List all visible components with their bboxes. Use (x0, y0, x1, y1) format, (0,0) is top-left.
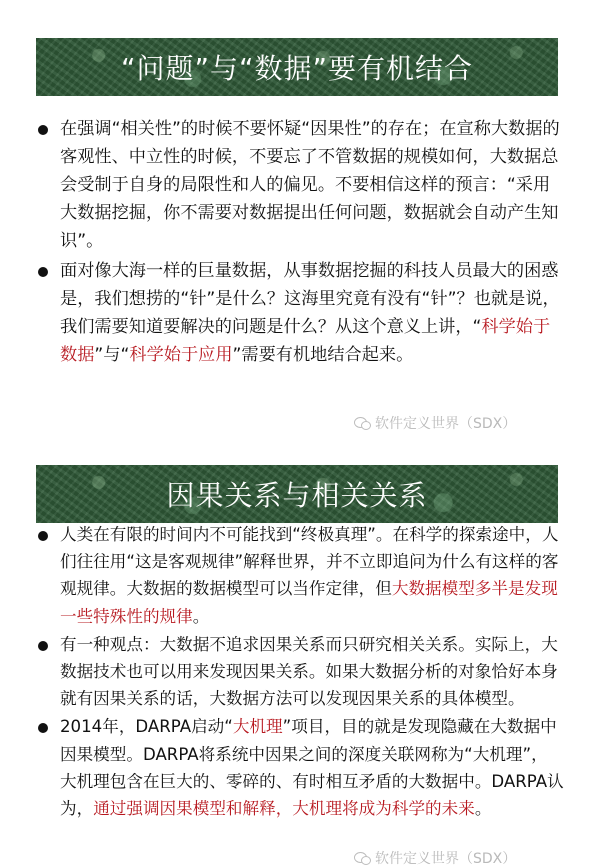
bullet-dot-icon (38, 531, 48, 541)
emphasis-text: 通过强调因果模型和解释，大机理将成为科学的未来 (93, 799, 475, 819)
bullet-text (60, 631, 564, 713)
body-text: 2014年，DARPA启动“ (60, 717, 233, 737)
watermark-text: 软件定义世界（SDX） (375, 851, 517, 867)
section1-banner (36, 38, 558, 96)
bullet-item (34, 521, 564, 630)
watermark-2 (354, 848, 516, 868)
emphasis-text: 大机理 (232, 717, 283, 737)
body-text: ”与“ (94, 345, 130, 365)
section1-body (34, 115, 564, 369)
wechat-icon (354, 852, 370, 864)
bullet-dot-icon (38, 125, 48, 135)
body-text: 有一种观点：大数据不追求因果关系而只研究相关关系。实际上，大数据技术也可以用来发现因果关系。如果大数据分析的对象恰好本身就有因果关系的话，大数据方法可以发现因果关系的具体模型。 (60, 634, 558, 709)
section2-body (34, 521, 564, 822)
bullet-item (34, 115, 564, 255)
body-text: 人类在有限的时间内不可能找到“终极真理”。在科学的探索途中，人们往往用“这是客观规律”解释世界，并不立即追问为什么有这样的客观规律。大数据的数据模型可以当作定律，但 (60, 525, 559, 599)
emphasis-text: 大数据模型多半是发现一些特殊性的规律 (60, 579, 558, 626)
bullet-text (60, 521, 564, 630)
body-text: 在强调“相关性”的时候不要怀疑“因果性”的存在；在宣称大数据的客观性、中立性的时候，不要忘了不管数据的规模如何，大数据总会受制于自身的局限性和人的偏见。不要相信这样的预言：“采用大数据挖掘，你不需要对数据提出任何问题，数据就会自动产生知识”。 (60, 119, 560, 251)
section1-title: “问题”与“数据”要有机结合 (120, 52, 474, 85)
body-text: 。 (474, 799, 492, 819)
bullet-item (34, 257, 564, 369)
body-text: 面对像大海一样的巨量数据，从事数据挖掘的科技人员最大的困惑是，我们想捞的“针”是什么？这海里究竟有没有“针”？也就是说，我们需要知道要解决的问题是什么？从这个意义上讲，“ (60, 261, 560, 337)
section2-title: 因果关系与相关关系 (166, 479, 428, 512)
emphasis-text: 科学始于应用 (129, 345, 233, 365)
bullet-text (60, 713, 564, 822)
body-text: 。 (192, 606, 210, 626)
bullet-text (60, 257, 564, 369)
bullet-dot-icon (38, 267, 48, 277)
emphasis-text: 科学始于数据 (60, 317, 551, 365)
section2-banner (36, 465, 558, 523)
bullet-dot-icon (38, 723, 48, 733)
bullet-item (34, 713, 564, 822)
bullet-dot-icon (38, 641, 48, 651)
bullet-text (60, 115, 564, 255)
body-text: ”项目，目的就是发现隐藏在大数据中因果模型。DARPA将系统中因果之间的深度关联网称为“大机理”，大机理包含在巨大的、零碎的、有时相互矛盾的大数据中。DARPA认为， (60, 717, 564, 819)
bullet-item (34, 631, 564, 713)
body-text: ”需要有机地结合起来。 (232, 345, 414, 365)
watermark-1 (354, 413, 516, 433)
watermark-text: 软件定义世界（SDX） (375, 416, 517, 432)
wechat-icon (354, 417, 370, 429)
